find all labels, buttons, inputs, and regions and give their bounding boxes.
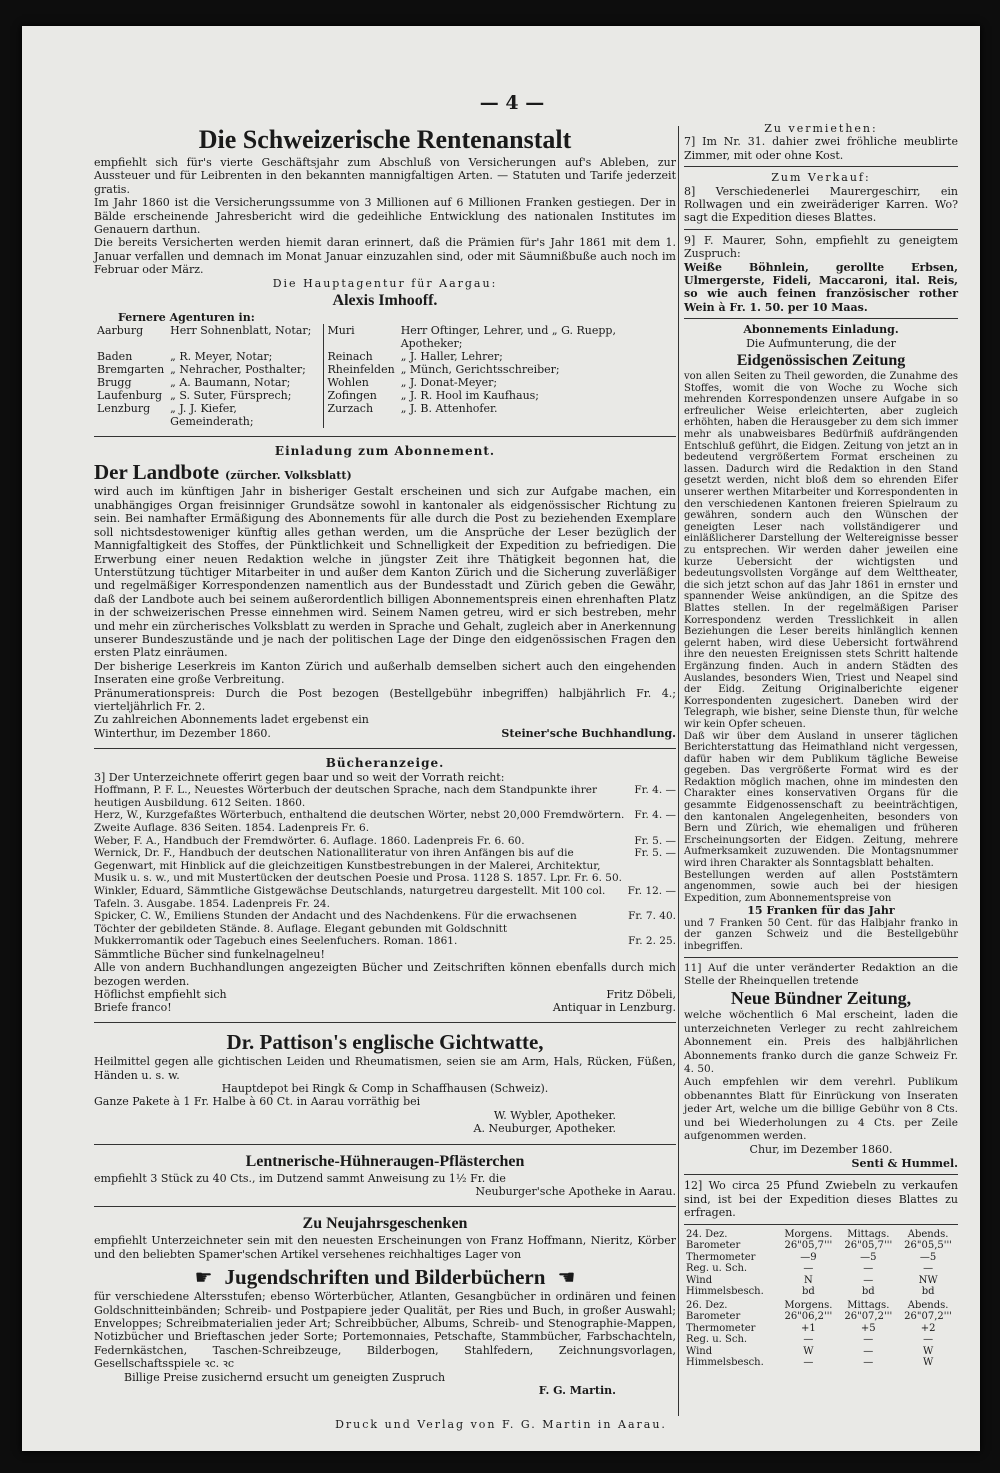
buecher-signer: Fritz Döbeli, <box>606 988 676 1002</box>
landbote-title: Der Landbote <box>94 460 220 485</box>
book-text: Herz, W., Kurzgefaßtes Wörterbuch, enthaltend die deutschen Wörter, nebst 20,000 Fremdwörtern. Zweite Auflage. 836 Seiten. 1854. Ladenpreis Fr. 6. <box>94 809 625 834</box>
weather-value: W <box>803 1345 814 1357</box>
buecher-note-2: Alle von andern Buchhandlungen angezeigten Bücher und Zeitschriften können ebenfalls durch mich bezogen werden. <box>94 961 676 988</box>
weather-value: W <box>922 1357 934 1368</box>
rentenanstalt-title: Die Schweizerische Rentenanstalt <box>198 125 572 154</box>
weather-value: — <box>803 1357 814 1368</box>
weather-date: 24. Dez. <box>686 1228 728 1240</box>
divider <box>94 1206 676 1207</box>
landbote-signature: Steiner'sche Buchhandlung. <box>501 726 676 740</box>
book-text: Wernick, Dr. F., Handbuch der deutschen Nationalliteratur von ihren Anfängen bis auf die Gegenwart, mit Hinblick auf die gleichzeitigen Kunstbestrebungen in der Malerei, Architektur, Musik u. s. w., und mit Mustertücken der deutschen Poesie und Prosa. 1128 S. 1857. Lpr. Fr. 6. 50. <box>94 847 622 885</box>
buendner-text-2: Auch empfehlen wir dem verehrl. Publikum obbenanntes Blatt für Einrückung von Inseraten jeder Art, welche um die billige Gebühr von 8 Cts. und bei Wiederholungen zu 4 Cts. per Zeile aufgenommen werden. <box>684 1076 958 1143</box>
agent-place: Bremgarten <box>97 363 165 377</box>
weather-value: 26"06,2''' <box>784 1311 833 1322</box>
abo-subline: Die Aufmunterung, die der <box>746 336 896 350</box>
neujahr-title: Zu Neujahrsgeschenken <box>302 1215 468 1233</box>
weather-header: Abends. <box>907 1228 949 1240</box>
book-item <box>94 809 676 834</box>
weather-value: +2 <box>920 1322 936 1334</box>
book-item <box>94 847 676 885</box>
agent-place: Baden <box>97 350 133 364</box>
weather-label: Himmelsbesch. <box>686 1357 764 1368</box>
column-divider <box>678 126 679 1416</box>
buecher-title: Bücheranzeige. <box>325 755 445 770</box>
eidg-price-1: 15 Franken für das Jahr <box>747 904 895 918</box>
buendner-text-1: welche wöchentlich 6 Mal erscheint, laden die unterzeichneten Verleger zu recht zahlreichem Abonnement ein. Preis des halbjährlichen Abonnements franko durch die ganze Schweiz Fr. 4. 50. <box>684 1009 958 1076</box>
divider <box>684 166 958 167</box>
neujahr-signature: F. G. Martin. <box>538 1384 616 1398</box>
eidg-title: Eidgenössischen Zeitung <box>736 352 906 370</box>
buecher-intro: 3] Der Unterzeichnete offerirt gegen baar und so weit der Vorrath reicht: <box>94 770 505 784</box>
book-price: Fr. 12. — <box>627 884 676 897</box>
weather-date: 26. Dez. <box>686 1299 728 1311</box>
buecher-signer-title: Antiquar in Lenzburg. <box>552 1001 676 1015</box>
weather-value: +5 <box>860 1322 876 1334</box>
agent-person: „ J. B. Attenhofer. <box>400 402 498 416</box>
weather-value: bd <box>801 1286 815 1297</box>
weather-value: — <box>863 1334 874 1345</box>
maurer-text: 9] F. Maurer, Sohn, empfiehlt zu geneigtem Zuspruch: <box>684 233 958 261</box>
weather-header: Abends. <box>907 1299 949 1311</box>
weather-value: 26"05,7''' <box>784 1240 833 1251</box>
ad-lentner <box>94 1149 676 1203</box>
agent-person: Herr Sohnenblatt, Notar; <box>167 324 324 350</box>
weather-value: —5 <box>860 1251 877 1263</box>
page-number: — 4 — <box>479 92 545 114</box>
agency-line: Die Hauptagentur für Aargau: <box>272 276 498 290</box>
landbote-place-date: Winterthur, im Dezember 1860. <box>94 726 271 740</box>
landbote-heading: Einladung zum Abonnement. <box>274 444 496 459</box>
weather-label: Barometer <box>686 1311 741 1322</box>
weather-value: —5 <box>919 1251 937 1263</box>
weather-value: — <box>923 1334 934 1345</box>
agent-person: „ J. Haller, Lehrer; <box>400 350 503 364</box>
agent-place: Lenzburg <box>97 402 151 416</box>
agent-person: „ J. R. Hool im Kaufhaus; <box>400 389 540 403</box>
book-text: Winkler, Eduard, Sämmtliche Gistgewächse Deutschlands, naturgetreu dargestellt. Mit 100 col. Tafeln. 3. Ausgabe. 1854. Ladenpreis Fr. 24. <box>94 884 606 910</box>
divider <box>94 436 676 437</box>
imprint-footer: Druck und Verlag von F. G. Martin in Aarau. <box>335 1418 667 1431</box>
rentenanstalt-text-3: Die bereits Versicherten werden hiemit daran erinnert, daß die Prämien für's Jahr 1861 mit dem 1. Januar verfallen und demnach im Monat Januar einzuzahlen sind, oder mit Säumnißbuße auch noch im Februar oder März. <box>94 236 676 277</box>
agent-place: Aarburg <box>97 324 144 338</box>
weather-value: N <box>804 1274 813 1286</box>
weather-value: — <box>863 1357 874 1368</box>
landbote-text-2: Der bisherige Leserkreis im Kanton Zürich und außerhalb demselben sichert auch den eingehenden Inseraten eine große Verbreitung. <box>94 659 676 687</box>
divider <box>94 1144 676 1145</box>
weather-value: — <box>803 1334 814 1345</box>
buendner-place: Chur, im Dezember 1860. <box>749 1143 893 1157</box>
agents-table <box>94 324 676 428</box>
weather-table-2 <box>684 1300 958 1369</box>
weather-value: 26"05,7''' <box>844 1240 893 1251</box>
weather-value: 26"07,2''' <box>904 1311 953 1322</box>
divider <box>684 957 958 958</box>
weather-value: bd <box>861 1286 875 1297</box>
landbote-text-3: Pränumerationspreis: Durch die Post bezogen (Bestellgebühr inbegriffen) halbjährlich Fr. 4.; vierteljährlich Fr. 2. <box>94 686 676 713</box>
agent-place: Muri <box>327 324 355 338</box>
weather-header: Morgens. <box>784 1299 833 1311</box>
landbote-text-1: wird auch im künftigen Jahr in bisheriger Gestalt erscheinen und sich zur Aufgabe machen, ein unabhängiges Organ freisinniger Grundsätze sowohl in kantonaler als eidgenössischer Richtung zu sein. Bei namhafter Ermäßigung des Abonnements für alle durch die Post zu beziehenden Exemplare soll nichtsdestoweniger künftig alles gethan werden, um die Ansprüche der Leser bezüglich der Mannigfaltigkeit des Stoffes, der Pünktlichkeit und Schnelligkeit der Expedition zu befriedigen. Die Erwerbung einer neuen Redaktion welche in jüngster Zeit ihre Thätigkeit begonnen hat, die Unterstützung tüchtiger Mitarbeiter in und außer dem Kanton Zürich und die Sicherung zuverläßiger und regelmäßiger Korrespondenzen namentlich aus der Bundesstadt und Zürich geben die Gewähr, daß der Landbote auch bei seinem außerordentlich billigen Abonnementspreis einen ehrenhaften Platz in der schweizerischen Presse einnehmen wird. Seinem Namen getreu, wird er sich bestreben, mehr und mehr ein zürcherisches Volksblatt zu werden in Sprache und Gehalt, zugleich aber in Anerkennung unserer Bundeszustände und je nach der politischen Lage der Dinge den eidgenössischen Fragen den ersten Platz einräumen. <box>94 485 676 660</box>
pattison-title: Dr. Pattison's englische Gichtwatte, <box>226 1030 544 1055</box>
agent-place: Zofingen <box>327 389 377 403</box>
ad-pattison <box>94 1027 676 1139</box>
weather-value: NW <box>918 1274 938 1286</box>
weather-label: Barometer <box>686 1240 741 1251</box>
further-agencies: Fernere Agenturen in: <box>118 311 255 325</box>
buendner-intro: 11] Auf die unter veränderter Redaktion an die Stelle der Rheinquellen tretende <box>684 961 958 987</box>
book-text: Spicker, C. W., Emiliens Stunden der Andacht und des Nachdenkens. Für die erwachsenen Töchter der gebildeten Stände. 8. Auflage. Elegant gebunden mit Goldschnitt <box>94 910 577 935</box>
pointing-hand-left-icon: ☚ <box>557 1265 576 1290</box>
book-text: Mukkerromantik oder Tagebuch eines Seelenfuchers. Roman. 1861. <box>94 935 458 948</box>
book-price: Fr. 2. 25. <box>628 935 676 948</box>
agent-person: „ S. Suter, Fürsprech; <box>167 389 324 402</box>
weather-header: Morgens. <box>784 1228 833 1240</box>
rentenanstalt-text-1: empfiehlt sich für's vierte Geschäftsjahr zum Abschluß von Versicherungen auf's Ableben, zur Aussteuer und für Leibrenten in den bekannten mannigfaltigen Arten. — Statuten und Tarife jederzeit gratis. <box>94 156 676 196</box>
book-text: Weber, F. A., Handbuch der Fremdwörter. 6. Auflage. 1860. Ladenpreis Fr. 6. 60. <box>94 834 525 847</box>
buecher-franco: Briefe franco! <box>94 1001 172 1015</box>
weather-value: W <box>922 1345 934 1357</box>
lentner-signature: Neuburger'sche Apotheke in Aarau. <box>475 1184 676 1198</box>
verkauf-text: 8] Verschiedenerlei Maurergeschirr, ein Rollwagen und ein zweiräderiger Karren. Wo? sagt die Expedition dieses Blattes. <box>684 184 958 225</box>
ad-neujahr <box>94 1211 676 1401</box>
agent-person: „ Münch, Gerichtsschreiber; <box>400 363 560 377</box>
agent-person: „ R. Meyer, Notar; <box>167 350 324 363</box>
book-price: Fr. 4. — <box>634 809 676 822</box>
zwiebeln-text: 12] Wo circa 25 Pfund Zwiebeln zu verkaufen sind, ist bei der Expedition dieses Blattes zu erfragen. <box>684 1179 958 1220</box>
book-item <box>94 910 676 935</box>
book-item <box>94 885 676 910</box>
weather-value: — <box>863 1345 874 1357</box>
weather-value: — <box>923 1263 934 1274</box>
weather-table-1 <box>684 1229 958 1298</box>
weather-label: Reg. u. Sch. <box>686 1263 748 1274</box>
divider <box>684 1174 958 1175</box>
book-item <box>94 784 676 809</box>
book-price: Fr. 4. — <box>634 784 676 797</box>
divider <box>684 229 958 230</box>
agent-person: „ J. Donat-Meyer; <box>400 376 498 390</box>
neujahr-text-3: Billige Preise zusichernd ersucht um geneigten Zuspruch <box>124 1370 446 1384</box>
agent-person: „ A. Baumann, Notar; <box>167 376 324 389</box>
eidg-text-2: Daß wir über dem Ausland in unserer täglichen Berichterstattung das Heimathland nicht vergessen, dafür haben wir dem Publikum tägliche Beweise gegeben. Das vergrößerte Format wird es der Redaktion möglich machen, ohne im mindesten den Charakter eines konservativen Organs für die gesammte Eidgenossenschaft zu beeinträchtigen, den kantonalen Angelegenheiten, besonders von Bern und Zürich, wie ehemaligen und früheren Erscheinungsorten der Eidgen. Zeitung, mehrere Aufmerksamkeit zuzuwenden. Die Montagsnummer wird ihren Charakter als Sonntagsblatt behalten. <box>684 730 958 870</box>
pattison-text: Heilmittel gegen alle gichtischen Leiden und Rheumatismen, seien sie am Arm, Hals, Rücken, Füßen, Händen u. s. w. <box>94 1055 676 1082</box>
pattison-depot: Hauptdepot bei Ringk & Comp in Schaffhausen (Schweiz). <box>221 1081 549 1095</box>
weather-value: — <box>863 1274 874 1286</box>
lentner-text: empfiehlt 3 Stück zu 40 Cts., im Dutzend sammt Anweisung zu 1½ Fr. die <box>94 1171 506 1185</box>
agent-place: Zurzach <box>327 402 374 416</box>
divider <box>684 318 958 319</box>
weather-value: —9 <box>800 1251 817 1263</box>
ad-rentenanstalt <box>94 122 676 432</box>
landbote-subtitle: (zürcher. Volksblatt) <box>225 469 352 483</box>
agent-place: Reinach <box>327 350 373 364</box>
landbote-text-4: Zu zahlreichen Abonnements ladet ergebenst ein <box>94 713 369 727</box>
weather-value: — <box>863 1263 874 1274</box>
abo-heading: Abonnements Einladung. <box>743 323 899 337</box>
pattison-seller-1: W. Wybler, Apotheker. <box>493 1108 616 1122</box>
ad-landbote <box>94 441 676 743</box>
book-item <box>94 835 676 848</box>
agent-person: „ Nehracher, Posthalter; <box>167 363 324 376</box>
right-column <box>684 122 958 1369</box>
rentenanstalt-text-2: Im Jahr 1860 ist die Versicherungssumme von 3 Millionen auf 6 Millionen Franken gestiegen. Der in Bälde erscheinende Jahresbericht wird die gedeihliche Entwicklung des nationalen Institutes im Genauern darthun. <box>94 196 676 237</box>
neujahr-text-2: für verschiedene Altersstufen; ebenso Wörterbücher, Atlanten, Gesangbücher in ordinären und feinen Goldschnitteinbänden; Schreib- und Postpapiere jeder Qualität, per Ries und Buch, in großer Auswahl; Enveloppes; Schreibmaterialien jeder Art; Schreibbücher, Albums, Schreib- und Stenographie-Mappen, Notizbücher und Brieftaschen jeder Sorte; Portemonnaies, Petschafte, Stammbücher, Farbschachteln, Federnkästchen, Taschen-Schreibzeuge, Bilderbogen, Stahlfedern, Zeichnungsvorlagen, Gesellschaftsspiele ꝛc. ꝛc <box>94 1290 676 1371</box>
buendner-signature: Senti & Hummel. <box>851 1156 958 1170</box>
left-column <box>94 122 676 1401</box>
book-text: Hoffmann, P. F. L., Neuestes Wörterbuch der deutschen Sprache, nach dem Standpunkte ihrer heutigen Ausbildung. 612 Seiten. 1860. <box>94 784 597 809</box>
weather-label: Reg. u. Sch. <box>686 1334 748 1345</box>
buendner-title: Neue Bündner Zeitung, <box>730 988 912 1009</box>
divider <box>684 1224 958 1225</box>
ad-buecher <box>94 753 676 1018</box>
weather-label: Wind <box>686 1274 713 1286</box>
eidg-text-3: Bestellungen werden auf allen Poststämtern angenommen, sowie auch bei der hiesigen Expedition, zum Abonnementspreise von <box>684 869 958 904</box>
neujahr-banner: Jugendschriften und Bilderbüchern <box>224 1265 546 1290</box>
agent-place: Laufenburg <box>97 389 163 403</box>
buecher-greeting: Höflichst empfiehlt sich <box>94 988 227 1002</box>
weather-value: +1 <box>801 1322 816 1334</box>
weather-value: — <box>803 1263 814 1274</box>
weather-value: 26"05,5''' <box>904 1240 953 1251</box>
buecher-note-1: Sämmtliche Bücher sind funkelnagelneu! <box>94 947 325 961</box>
pattison-seller-2: A. Neuburger, Apotheker. <box>473 1122 616 1136</box>
newspaper-page <box>22 26 980 1451</box>
agent-place: Rheinfelden <box>327 363 395 377</box>
eidg-text-1: von allen Seiten zu Theil geworden, die Zunahme des Stoffes, womit die von Woche zu Woche sich mehrenden Korrespondenzen unsere Aufgabe in so erfreulicher Weise erleichterten, aber zugleich erhöhten, haben die Herausgeber zu dem sich immer mehr als unabweisbares Bedürfniß aufdrängenden Entschluß geführt, die Eidgen. Zeitung von jetzt an in bedeutend vergrößertem Format erscheinen zu lassen. Dadurch wird die Redaktion in den Stand gesetzt werden, nicht bloß dem so ehrenden Eifer unserer werthen Mitarbeiter und Korrespondenten in den verschiedenen Kantonen freieren Spielraum zu gewähren, sondern auch den Wünschen der geneigten Leser nach vollständigerer und einläßlicherer Darstellung der Weltereignisse besser zu entsprechen. Wir werden daher jeweilen eine kurze Uebersicht der wichtigsten und bedeutungsvollsten Vorgänge auf dem Welttheater, die sich jetzt schon auf das Jahr 1861 in ernster und spannender Weise ankündigen, an die Spitze des Blattes stellen. In der regelmäßigen Pariser Korrespondenz werden Tresslichkeit in allen Beziehungen die Leser bereits hinlänglich kennen gelernt haben, wird diese Uebersicht fortwährend ihre den neuesten Ereignissen stets Schritt haltende Ergänzung finden. Auch in andern Städten des Auslandes, besonders Wien, Triest und Neapel sind der Eidg. Zeitung Originalberichte eigener Korrespondenten zugesichert. Daneben wird der Telegraph, wie bisher, seine Dienste thun, für welche wir kein Opfer scheuen. <box>684 371 958 730</box>
divider <box>94 748 676 749</box>
weather-label: Wind <box>686 1345 713 1357</box>
neujahr-text-1: empfiehlt Unterzeichneter sein mit den neuesten Erscheinungen von Franz Hoffmann, Nieritz, Körber und den beliebten Spamer'schen Artikel versehenes reichhaltiges Lager von <box>94 1234 676 1261</box>
weather-value: bd <box>921 1286 935 1297</box>
weather-label: Himmelsbesch. <box>686 1286 764 1297</box>
divider <box>94 1022 676 1023</box>
agent-place: Brugg <box>97 376 132 390</box>
weather-header: Mittags. <box>847 1228 890 1240</box>
lentner-title: Lentnerische-Hühneraugen-Pflästerchen <box>245 1152 525 1170</box>
weather-label: Thermometer <box>686 1251 756 1263</box>
eidg-price-2: und 7 Franken 50 Cent. für das Halbjahr franko in der ganzen Schweiz und die Bestellgebühr inbegriffen. <box>684 917 958 952</box>
weather-header: Mittags. <box>847 1299 890 1311</box>
verkauf-heading: Zum Verkauf: <box>771 171 871 185</box>
book-price: Fr. 7. 40. <box>628 910 676 923</box>
book-price: Fr. 5. — <box>634 847 676 860</box>
agent-person: „ J. J. Kiefer, Gemeinderath; <box>167 402 324 428</box>
agent-person: Herr Oftinger, Lehrer, und „ G. Ruepp, Apotheker; <box>400 324 616 351</box>
pointing-hand-right-icon: ☛ <box>194 1265 213 1290</box>
agent-place: Wohlen <box>327 376 369 390</box>
book-price: Fr. 5. — <box>634 834 676 847</box>
pattison-packs: Ganze Pakete à 1 Fr. Halbe à 60 Ct. in Aarau vorräthig bei <box>94 1095 421 1109</box>
vermiethen-text: 7] Im Nr. 31. dahier zwei fröhliche meublirte Zimmer, mit oder ohne Kost. <box>684 135 958 162</box>
weather-value: 26"07,2''' <box>844 1311 893 1322</box>
neujahr-banner-row <box>94 1264 676 1290</box>
agent-name: Alexis Imhooff. <box>332 292 438 310</box>
book-item <box>94 935 676 948</box>
maurer-goods: Weiße Böhnlein, gerollte Erbsen, Ulmergerste, Fideli, Maccaroni, ital. Reis, so wie auch feinen französischer rother Wein à Fr. 1. 50. per 10 Maas. <box>684 260 958 314</box>
weather-label: Thermometer <box>686 1322 756 1334</box>
vermiethen-heading: Zu vermiethen: <box>764 122 878 135</box>
